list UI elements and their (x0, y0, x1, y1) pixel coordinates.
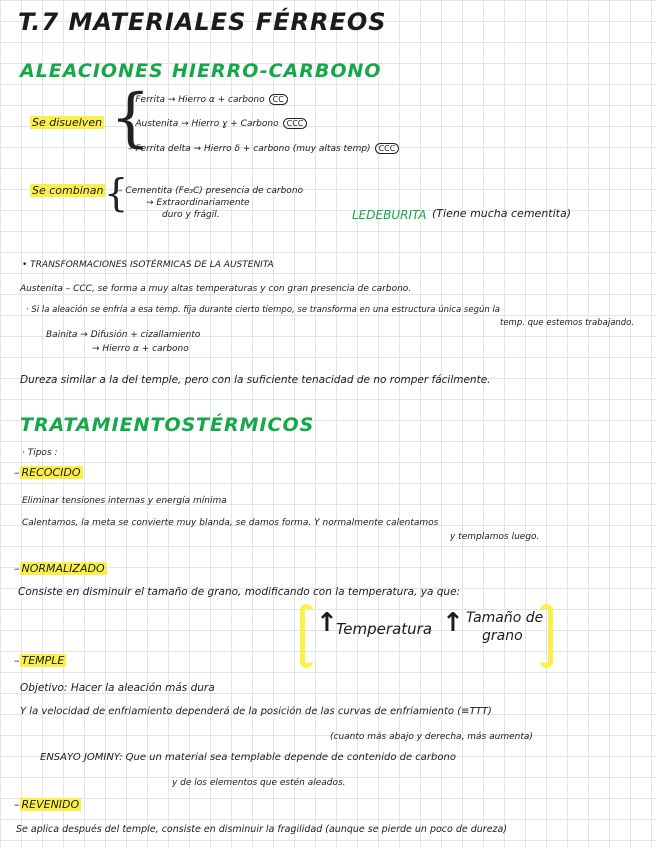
bainita-line-1: Bainita → Difusión + cizallamiento (46, 330, 201, 340)
temple-line-4: ENSAYO JOMINY: Que un material sea templable depende de contenido de carbono (40, 752, 456, 763)
page-title: T.7 MATERIALES FÉRREOS (18, 8, 387, 36)
revenido-label: – REVENIDO (14, 798, 80, 811)
combinan-line-1: – Cementita (Fe₃C) presencia de carbono (118, 186, 304, 196)
label-se-disuelven: Se disuelven (32, 116, 103, 129)
disuelven-item-3: – Ferrita delta → Hierro δ + carbono (muy altas temp) CCC (128, 143, 399, 154)
temple-line-2: Y la velocidad de enfriamiento dependerá de la posición de las curvas de enfriamiento (≡TTT) (20, 706, 492, 717)
section-heading-tratamientos: TRATAMIENTOS (20, 414, 197, 436)
section-heading-hierro-carbono: HIERRO-CARBONO (172, 60, 382, 82)
tipos-label: · Tipos : (22, 448, 58, 458)
transformaciones-line-2b: temp. que estemos trabajando. (500, 318, 635, 328)
temperatura-label: Temperatura (336, 620, 433, 638)
recocido-line-3: y templamos luego. (450, 532, 540, 542)
temple-line-1: Objetivo: Hacer la aleación más dura (20, 682, 215, 694)
recocido-line-1: Eliminar tensiones internas y energía mínima (22, 496, 227, 506)
arrow-up-temperatura-icon: ↑ (316, 608, 338, 638)
section-heading-termicos: TÉRMICOS (196, 414, 315, 436)
disuelven-item-1: – Ferrita → Hierro α + carbono CC (128, 94, 288, 105)
section-heading-aleaciones: ALEACIONES (20, 60, 164, 82)
disuelven-item-2: – Austenita → Hierro ɣ + Carbono CCC (128, 118, 307, 129)
dureza-line: Dureza similar a la del temple, pero con la suficiente tenacidad de no romper fácilmente. (20, 374, 491, 386)
grano-label-1: Tamaño de (466, 610, 544, 626)
temple-label: – TEMPLE (14, 654, 65, 667)
recocido-line-2: Calentamos, la meta se convierte muy blanda, se damos forma. Y normalmente calentamos (22, 518, 439, 528)
highlight-paren-left (300, 604, 313, 668)
transformaciones-line-1: Austenita – CCC, se forma a muy altas temperaturas y con gran presencia de carbono. (20, 284, 412, 294)
recocido-label: – RECOCIDO (14, 466, 81, 479)
highlight-paren-right (540, 604, 553, 668)
label-se-combinan: Se combinan (32, 184, 104, 197)
bainita-line-2: → Hierro α + carbono (92, 344, 189, 354)
temple-line-3: (cuanto más abajo y derecha, más aumenta) (330, 732, 533, 742)
ledeburita-label: LEDEBURITA (352, 208, 427, 222)
combinan-line-3: duro y frágil. (162, 210, 220, 220)
normalizado-label: – NORMALIZADO (14, 562, 105, 575)
grano-label-2: grano (482, 628, 523, 644)
brace-combinan: { (104, 171, 129, 215)
temple-line-5: y de los elementos que estén aleados. (172, 778, 346, 788)
revenido-line: Se aplica después del temple, consiste en disminuir la fragilidad (aunque se pierde un poco de dureza) (16, 824, 508, 835)
combinan-line-2: → Extraordinariamente (146, 198, 250, 208)
arrow-up-grano-icon: ↑ (442, 608, 464, 638)
transformaciones-heading: • TRANSFORMACIONES ISOTÉRMICAS DE LA AUSTENITA (22, 260, 274, 270)
normalizado-line: Consiste en disminuir el tamaño de grano, modificando con la temperatura, ya que: (18, 586, 461, 598)
ledeburita-note: (Tiene mucha cementita) (432, 207, 571, 220)
brace-disuelven: { (110, 81, 151, 155)
transformaciones-line-2: · Si la aleación se enfría a esa temp. fija durante cierto tiempo, se transforma en una estructura única según la (26, 305, 501, 315)
